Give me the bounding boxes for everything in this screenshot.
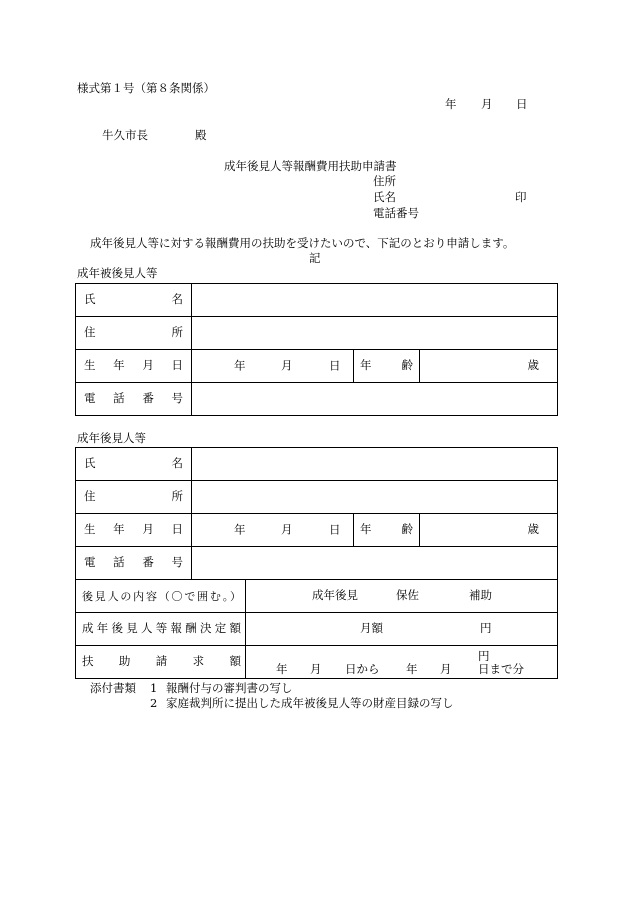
seal-mark: 印 bbox=[515, 190, 527, 204]
ward-birth-field[interactable] bbox=[192, 350, 354, 383]
ward-name-row bbox=[76, 284, 558, 317]
option-hosa[interactable]: 保佐 bbox=[396, 588, 419, 602]
guardian-birth-row bbox=[76, 514, 558, 547]
applicant-address-label: 住所 bbox=[373, 174, 396, 188]
guardian-phone-row bbox=[76, 547, 558, 580]
ward-address-row bbox=[76, 317, 558, 350]
fee-monthly-label: 月額 bbox=[360, 621, 383, 635]
guardian-aid-field[interactable] bbox=[246, 646, 558, 679]
ward-birth-year: 年 bbox=[234, 358, 246, 373]
ward-phone-label: 電話番号 bbox=[76, 383, 192, 416]
guardian-name-row bbox=[76, 448, 558, 481]
guardian-name-label: 氏名 bbox=[76, 448, 192, 481]
attachment-1-text: 報酬付与の審判書の写し bbox=[166, 681, 293, 695]
guardian-aid-label: 扶助請求額 bbox=[76, 646, 246, 679]
date-day: 日 bbox=[516, 97, 528, 111]
guardian-section-heading: 成年後見人等 bbox=[77, 431, 146, 445]
guardian-content-label: 後見人の内容（〇で囲む。） bbox=[76, 580, 246, 613]
guardian-aid-row bbox=[76, 646, 558, 679]
guardian-age-unit: 歳 bbox=[527, 522, 539, 537]
guardian-fee-row bbox=[76, 613, 558, 646]
body-text: 成年後見人等に対する報酬費用の扶助を受けたいので、下記のとおり申請します。 bbox=[90, 236, 515, 250]
attachment-1-number: 1 bbox=[150, 681, 158, 695]
ward-name-label: 氏名 bbox=[76, 284, 192, 317]
applicant-name-label: 氏名 bbox=[373, 190, 396, 204]
form-number: 様式第１号（第８条関係） bbox=[77, 81, 215, 95]
aid-yen-unit: 円 bbox=[478, 649, 490, 663]
guardian-birth-label: 生年月日 bbox=[76, 514, 192, 547]
ward-age-label: 年齢 bbox=[354, 350, 420, 383]
aid-period-from: 日から bbox=[345, 662, 380, 676]
aid-period-month-1: 月 bbox=[310, 662, 322, 676]
date-year: 年 bbox=[445, 97, 457, 111]
aid-period-to: 日まで分 bbox=[478, 662, 524, 676]
date-month: 月 bbox=[481, 97, 493, 111]
guardian-address-row bbox=[76, 481, 558, 514]
guardian-phone-label: 電話番号 bbox=[76, 547, 192, 580]
guardian-age-field[interactable] bbox=[420, 514, 558, 547]
attachment-2-number: 2 bbox=[150, 696, 158, 710]
aid-period-month-2: 月 bbox=[440, 662, 452, 676]
option-hojo[interactable]: 補助 bbox=[469, 588, 492, 602]
ward-phone-row bbox=[76, 383, 558, 416]
guardian-age-label: 年齢 bbox=[354, 514, 420, 547]
ward-address-label: 住所 bbox=[76, 317, 192, 350]
ward-birth-row bbox=[76, 350, 558, 383]
option-seinen-kouken[interactable]: 成年後見 bbox=[312, 588, 358, 602]
ward-name-field[interactable] bbox=[192, 284, 558, 317]
applicant-phone-label: 電話番号 bbox=[373, 206, 419, 220]
attachments-label: 添付書類 bbox=[90, 681, 136, 695]
guardian-birth-day: 日 bbox=[329, 522, 341, 537]
page-title: 成年後見人等報酬費用扶助申請書 bbox=[224, 159, 397, 173]
aid-period-year-1: 年 bbox=[276, 662, 288, 676]
ward-birth-month: 月 bbox=[281, 358, 293, 373]
guardian-birth-month: 月 bbox=[281, 522, 293, 537]
ward-birth-day: 日 bbox=[329, 358, 341, 373]
guardian-fee-field[interactable] bbox=[246, 613, 558, 646]
addressee-mayor: 牛久市長 bbox=[102, 128, 148, 142]
fee-yen-unit: 円 bbox=[480, 621, 492, 635]
addressee-honorific: 殿 bbox=[195, 128, 207, 142]
ward-phone-field[interactable] bbox=[192, 383, 558, 416]
guardian-address-field[interactable] bbox=[192, 481, 558, 514]
ward-table bbox=[75, 283, 558, 416]
guardian-fee-label: 成年後見人等報酬決定額 bbox=[76, 613, 246, 646]
ward-age-unit: 歳 bbox=[527, 358, 540, 373]
ki-mark: 記 bbox=[309, 251, 321, 265]
guardian-phone-field[interactable] bbox=[192, 547, 558, 580]
ward-address-field[interactable] bbox=[192, 317, 558, 350]
ward-age-field[interactable] bbox=[420, 350, 558, 383]
guardian-birth-year: 年 bbox=[234, 522, 246, 537]
ward-birth-label: 生年月日 bbox=[76, 350, 192, 383]
guardian-name-field[interactable] bbox=[192, 448, 558, 481]
guardian-content-options bbox=[246, 580, 558, 613]
guardian-content-row bbox=[76, 580, 558, 613]
guardian-address-label: 住所 bbox=[76, 481, 192, 514]
ward-section-heading: 成年被後見人等 bbox=[77, 266, 158, 280]
attachment-2-text: 家庭裁判所に提出した成年被後見人等の財産目録の写し bbox=[166, 696, 454, 710]
guardian-birth-field[interactable] bbox=[192, 514, 354, 547]
aid-period-year-2: 年 bbox=[406, 662, 418, 676]
guardian-table bbox=[75, 447, 558, 679]
